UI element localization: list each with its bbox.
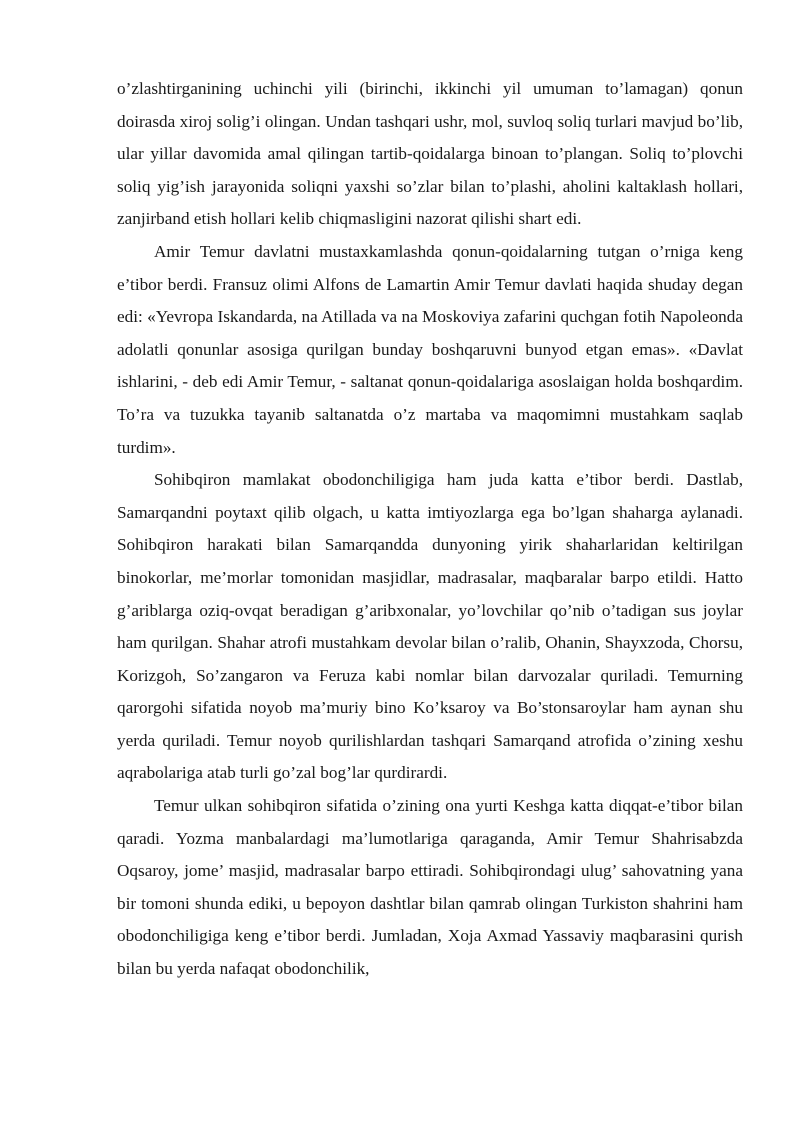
paragraph-laws-and-rules: Amir Temur davlatni mustaxkamlashda qonun-qoidalarning tutgan o’rniga keng e’tibor berdi. Fransuz olimi Alfons de Lamartin Amir Temur davlati haqida shuday degan edi: «Yevropa Iskandarda, na Atillada va na Moskoviya zafarini quchgan fotih Napoleonda adolatli qonunlar asosiga qurilgan bunday boshqaruvni bunyod etgan emas». «Davlat ishlarini, - deb edi Amir Temur, - saltanat qonun-qoidalariga asoslaigan holda boshqardim. To’ra va tuzukka tayanib saltanatda o’z martaba va maqomimni mustahkam saqlab turdim». (117, 241, 743, 457)
paragraph-kesh-and-turkistan: Temur ulkan sohibqiron sifatida o’zining ona yurti Keshga katta diqqat-e’tibor bilan qaradi. Yozma manbalardagi ma’lumotlariga qaraganda, Amir Temur Shahrisabzda Oqsaroy, jome’ masjid, madrasalar barpo ettiradi. Sohibqirondagi ulug’ sahovatning yana bir tomoni shunda ediki, u bepoyon dashtlar bilan qamrab olingan Turkiston shahrini ham obodonchiligiga keng e’tibor berdi. Jumladan, Xoja Axmad Yassaviy maqbarasini qurish bilan bu yerda nafaqat obodonchilik, (117, 796, 743, 979)
document-page (117, 73, 743, 986)
paragraph-samarkand-construction: Sohibqiron mamlakat obodonchiligiga ham juda katta e’tibor berdi. Dastlab, Samarqandni poytaxt qilib olgach, u katta imtiyozlarga ega bo’lgan shaharga aylanadi. Sohibqiron harakati bilan Samarqandda dunyoning yirik shaharlaridan keltirilgan binokorlar, me’morlar tomonidan masjidlar, madrasalar, maqbaralar barpo etildi. Hatto g’ariblarga oziq-ovqat beradigan g’aribxonalar, yo’lovchilar qo’nib o’tadigan sus joylar ham qurilgan. Shahar atrofi mustahkam devolar bilan o’ralib, Ohanin, Shayxzoda, Chorsu, Korizgoh, So’zangaron va Feruza kabi nomlar bilan darvozalar quriladi. Temurning qarorgohi sifatida noyob ma’muriy bino Ko’ksaroy va Bo’stonsaroylar ham aynan shu yerda quriladi. Temur noyob qurilishlardan tashqari Samarqand atrofida o’zining xeshu aqrabolariga atab turli go’zal bog’lar qurdirardi. (117, 470, 743, 783)
paragraph-tax-collection: o’zlashtirganining uchinchi yili (birinchi, ikkinchi yil umuman to’lamagan) qonun doirasda xiroj solig’i olingan. Undan tashqari ushr, mol, suvloq soliq turlari mavjud bo’lib, ular yillar davomida amal qilingan tartib-qoidalarga binoan to’plangan. Soliq to’plovchi soliq yig’ish jarayonida soliqni yaxshi so’zlar bilan to’plashi, aholini kaltaklash hollari, zanjirband etish hollari kelib chiqmasligini nazorat qilishi shart edi. (117, 79, 743, 229)
